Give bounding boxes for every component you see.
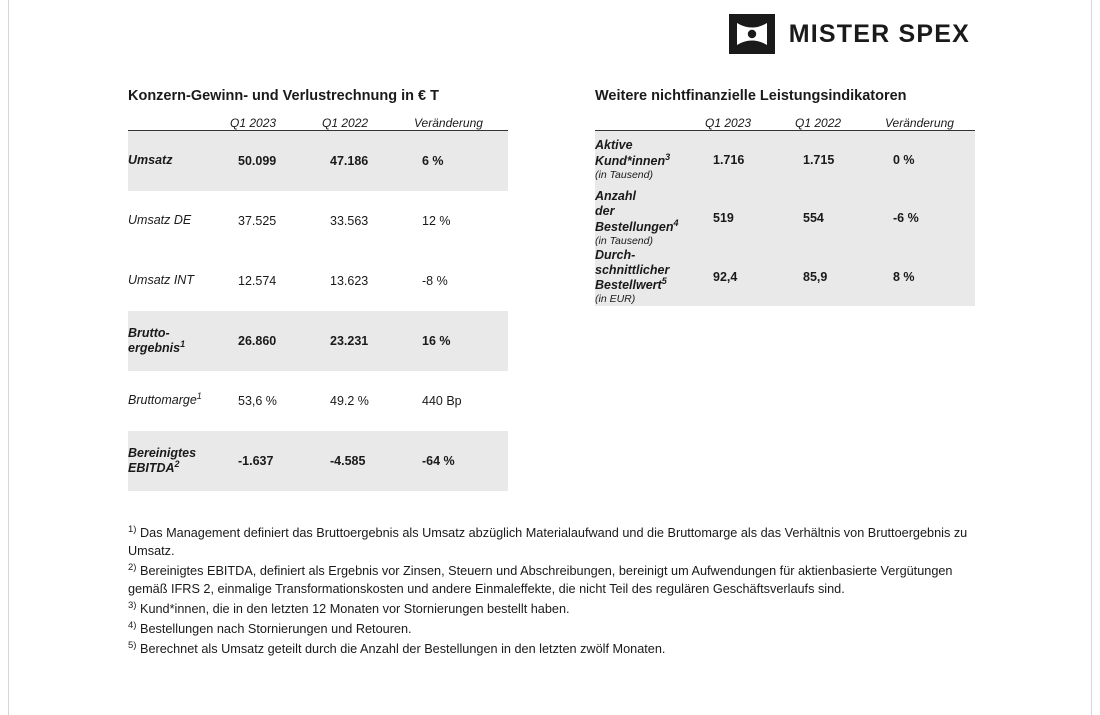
table-row [128, 371, 508, 431]
table-header-row [128, 116, 508, 131]
footnote-ref: 5 [661, 275, 667, 286]
footnote-text: Bestellungen nach Stornierungen und Retouren. [139, 622, 412, 637]
row-label: Bruttomarge$^1$ [128, 391, 202, 408]
footnote-text: Berechnet als Umsatz geteilt durch die Anzahl der Bestellungen in den letzten zwölf Monaten. [139, 642, 666, 657]
footnote-marker: 1) [128, 523, 137, 535]
footnote-marker: 4) [128, 619, 137, 631]
row-value-q1-2022: 1.715 [795, 131, 885, 190]
right-table-title: Weitere nichtfinanzielle Leistungsindikatoren [595, 88, 907, 104]
row-value-change: 16 % [414, 311, 508, 371]
footnote-2 [128, 562, 978, 598]
table-row [595, 189, 975, 248]
footnote-text: Das Management definiert das Bruttoergebnis als Umsatz abzüglich Materialaufwand und die Bruttomarge als das Verhältnis von Bruttoergebnis zu Umsatz. [128, 526, 968, 559]
row-value-change: 12 % [422, 214, 451, 228]
footnote-ref: 3 [665, 151, 671, 162]
row-label: Umsatz INT [128, 273, 194, 288]
table-row [128, 191, 508, 251]
row-label-note: (in Tausend) [595, 234, 653, 247]
col-head-q1-2022: Q1 2022 [322, 116, 369, 130]
row-value-q1-2023: 12.574 [238, 274, 277, 288]
footnote-marker: 5) [128, 639, 137, 651]
row-value-change: 440 Bp [422, 394, 462, 408]
row-label: Aktive Kund*innen$^3$ (in Tausend) [595, 131, 705, 190]
row-value-q1-2022: 85,9 [795, 248, 885, 307]
brand-name: MISTER SPEX [788, 19, 970, 48]
footnote-text: Bereinigtes EBITDA, definiert als Ergebnis vor Zinsen, Steuern und Abschreibungen, bereinigt um Aufwendungen für aktienbasierte Vergütungen gemäß IFRS 2, einmalige Transformationskosten und andere Einmaleffekte, die nicht Teil des regulären Geschäftsverlaufs sind. [128, 564, 953, 597]
row-value-change: 0 % [885, 131, 975, 190]
row-label: Durch-schnittlicher Bestellwert$^5$ (in EUR) [595, 248, 705, 307]
row-label-note: (in Tausend) [595, 168, 653, 181]
brand-logo [729, 14, 970, 54]
row-value-q1-2023: 37.525 [238, 214, 277, 228]
page-edge-right [1091, 0, 1092, 715]
left-table-title: Konzern-Gewinn- und Verlustrechnung in € T [128, 88, 439, 104]
left-table-block [128, 88, 508, 491]
row-value-q1-2023: 50.099 [230, 131, 322, 192]
row-value-change: 8 % [885, 248, 975, 307]
col-head-blank [595, 116, 705, 131]
footnote-marker: 2) [128, 561, 137, 573]
page-edge-left [8, 0, 9, 715]
table-row [128, 431, 508, 491]
row-value-change: -64 % [414, 431, 508, 491]
row-value-q1-2023: 53,6 % [238, 394, 277, 408]
row-value-change: -6 % [885, 189, 975, 248]
row-label: Brutto- ergebnis$^1$ [128, 311, 230, 371]
row-label: Umsatz DE [128, 213, 192, 228]
footnote-ref: 1 [180, 338, 186, 349]
row-value-change: 6 % [414, 131, 508, 192]
footnote-ref: 4 [673, 217, 679, 228]
row-value-q1-2022: 13.623 [330, 274, 369, 288]
table-row [595, 131, 975, 190]
row-value-change: -8 % [422, 274, 448, 288]
footnote-1 [128, 524, 978, 560]
footnote-text: Kund*innen, die in den letzten 12 Monaten vor Stornierungen bestellt haben. [139, 602, 570, 617]
row-value-q1-2023: 92,4 [705, 248, 795, 307]
row-label: Anzahl der Bestellungen$^4$ (in Tausend) [595, 189, 705, 248]
table-row [128, 251, 508, 311]
row-value-q1-2022: 49.2 % [330, 394, 369, 408]
row-value-q1-2022: 554 [795, 189, 885, 248]
income-statement-table [128, 116, 508, 491]
table-header-row [595, 116, 975, 131]
col-head-q1-2022: Q1 2022 [795, 116, 842, 130]
row-value-q1-2022: 23.231 [322, 311, 414, 371]
col-head-q1-2023: Q1 2023 [705, 116, 752, 130]
table-row [128, 131, 508, 192]
row-value-q1-2022: 33.563 [330, 214, 369, 228]
footnote-4 [128, 620, 978, 638]
row-label-note: (in EUR) [595, 293, 636, 306]
spex-logo-icon [729, 14, 775, 54]
footnotes-section [128, 524, 978, 660]
footnote-marker: 3) [128, 599, 137, 611]
col-head-change: Veränderung [414, 116, 483, 130]
row-value-q1-2023: 519 [705, 189, 795, 248]
row-value-q1-2022: -4.585 [322, 431, 414, 491]
row-value-q1-2022: 47.186 [322, 131, 414, 192]
row-value-q1-2023: 1.716 [705, 131, 795, 190]
col-head-blank [128, 116, 230, 131]
footnote-3 [128, 600, 978, 618]
nonfinancial-kpi-table [595, 116, 975, 306]
col-head-change: Veränderung [885, 116, 954, 130]
right-table-block [595, 88, 975, 306]
table-row [595, 248, 975, 307]
footnote-ref: 1 [196, 391, 202, 402]
col-head-q1-2023: Q1 2023 [230, 116, 277, 130]
row-value-q1-2023: -1.637 [230, 431, 322, 491]
row-label: Umsatz [128, 131, 230, 192]
footnote-ref: 2 [174, 458, 180, 469]
row-label: Bereinigtes EBITDA$^2$ [128, 431, 230, 491]
table-row [128, 311, 508, 371]
footnote-5 [128, 640, 978, 658]
row-value-q1-2023: 26.860 [230, 311, 322, 371]
